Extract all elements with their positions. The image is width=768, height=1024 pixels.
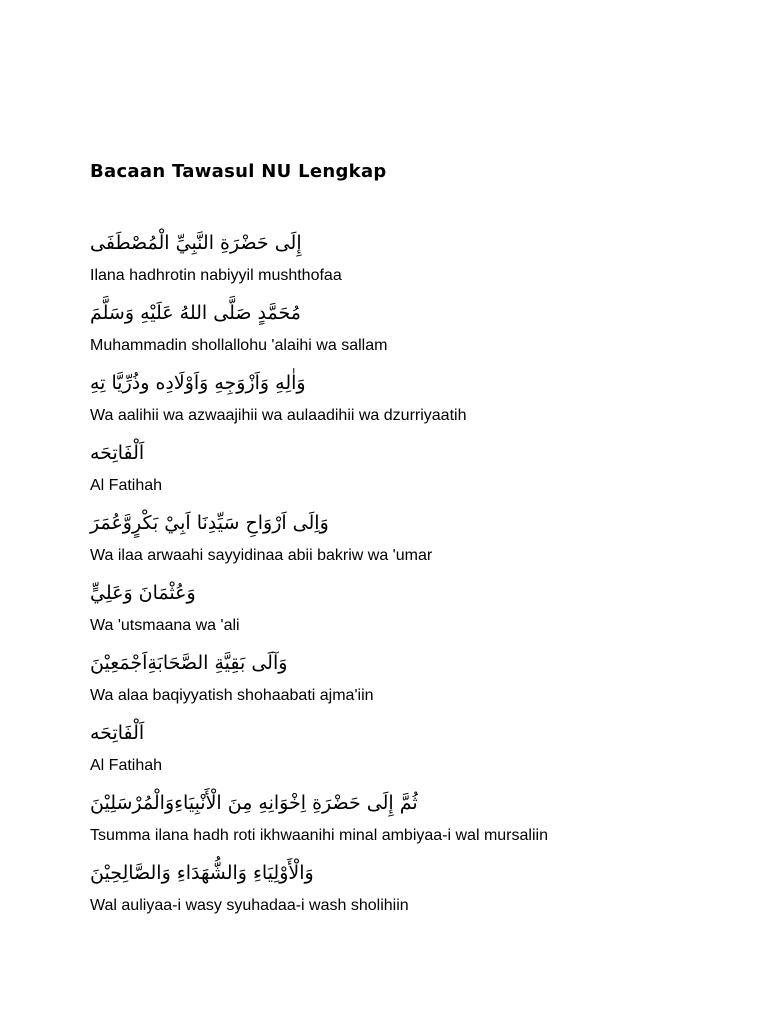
verse-arabic: اَلْفَاتِحَه bbox=[90, 722, 145, 744]
verse-transliteration: Al Fatihah bbox=[90, 477, 163, 494]
verse-arabic: وَعُثْمَانَ وَعَلِيٍّ bbox=[90, 582, 196, 604]
verse-transliteration: Al Fatihah bbox=[90, 757, 163, 774]
verse-block-2 bbox=[90, 297, 690, 367]
verse-arabic: إِلَى حَضْرَةِ النَّبِيِّ الْمُصْطَفَى bbox=[90, 232, 302, 254]
verse-block-10 bbox=[90, 857, 690, 927]
verse-arabic: وَاٰلِهِ وَاَزْوَجِهِ وَاَوْلَادِه وذُرِّيَّا تِهِ bbox=[90, 372, 306, 394]
verse-arabic: اَلْفَاتِحَه bbox=[90, 442, 145, 464]
verse-arabic: ثُمَّ إِلَى حَضْرَةِ اِخْوَانِهِ مِنَ الْأَنْبِيَاءِوَالْمُرْسَلِيْنَ bbox=[90, 792, 418, 814]
verse-block-9 bbox=[90, 787, 690, 857]
verse-block-5 bbox=[90, 507, 690, 577]
verse-transliteration: Wa ilaa arwaahi sayyidinaa abii bakriw wa 'umar bbox=[90, 547, 433, 564]
document-title: Bacaan Tawasul NU Lengkap bbox=[90, 161, 387, 182]
verse-arabic: مُحَمَّدٍ صَلَّى اللهُ عَلَيْهِ وَسَلَّمَ bbox=[90, 302, 301, 324]
verse-block-1 bbox=[90, 227, 690, 297]
verse-transliteration: Wa aalihii wa azwaajihii wa aulaadihii wa dzurriyaatih bbox=[90, 407, 467, 424]
verse-block-4 bbox=[90, 437, 690, 507]
verse-transliteration: Wa 'utsmaana wa 'ali bbox=[90, 617, 240, 634]
verse-arabic: وَالْأَوْلِيَاءِ وَالشُّهَدَاءِ وَالصَّالِحِيْنَ bbox=[90, 862, 314, 884]
verse-block-7 bbox=[90, 647, 690, 717]
verse-arabic: وَآلَى بَقِيَّةِ الصَّحَابَةِاَجْمَعِيْنَ bbox=[90, 652, 288, 674]
verse-arabic: وَاِلَى اَرْوَاحِ سَيِّدِنَا اَبِيْ بَكْرٍوَّعُمَرَ bbox=[90, 512, 329, 534]
verse-transliteration: Wal auliyaa-i wasy syuhadaa-i wash sholihiin bbox=[90, 897, 409, 914]
verse-transliteration: Muhammadin shollallohu 'alaihi wa sallam bbox=[90, 337, 388, 354]
verse-transliteration: Wa alaa baqiyyatish shohaabati ajma'iin bbox=[90, 687, 374, 704]
verse-block-3 bbox=[90, 367, 690, 437]
verse-block-6 bbox=[90, 577, 690, 647]
verse-transliteration: Tsumma ilana hadh roti ikhwaanihi minal ambiyaa-i wal mursaliin bbox=[90, 827, 548, 844]
verse-transliteration: Ilana hadhrotin nabiyyil mushthofaa bbox=[90, 267, 342, 284]
verse-block-8 bbox=[90, 717, 690, 787]
document-page bbox=[90, 0, 690, 1024]
